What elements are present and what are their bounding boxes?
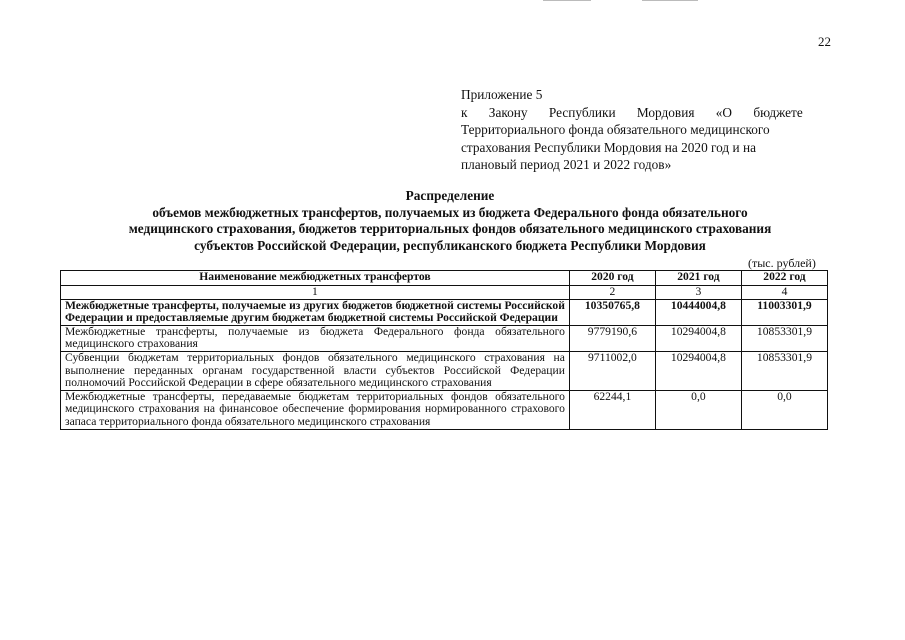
header-2022: 2022 год <box>741 271 827 286</box>
appendix-line: плановый период 2021 и 2022 годов» <box>461 157 672 172</box>
scan-mark-left <box>543 0 591 1</box>
table-row <box>61 299 828 325</box>
appendix-line: Территориального фонда обязательного медицинского <box>461 122 770 137</box>
page-number: 22 <box>818 34 831 49</box>
appendix-reference <box>461 86 836 174</box>
value-2022: 10853301,9 <box>741 325 827 351</box>
title-line: Распределение <box>405 188 495 203</box>
table-row <box>61 351 828 390</box>
table-header-row <box>61 271 828 286</box>
value-2020: 10350765,8 <box>569 299 655 325</box>
transfer-name: Межбюджетные трансферты, передаваемые бюджетам территориальных фондов обязательного медицинского страхования на финансовое обеспечение формирования нормированного страхового запаса территориального фонда обязательного медицинского страхования <box>61 390 570 429</box>
value-2020: 62244,1 <box>569 390 655 429</box>
value-2022: 11003301,9 <box>741 299 827 325</box>
appendix-line: Приложение 5 <box>461 87 543 102</box>
value-2022: 0,0 <box>741 390 827 429</box>
value-2020: 9711002,0 <box>569 351 655 390</box>
transfer-name: Межбюджетные трансферты, получаемые из бюджета Федерального фонда обязательного медицинского страхования <box>61 325 570 351</box>
title-line: субъектов Российской Федерации, республиканского бюджета Республики Мордовия <box>194 237 706 253</box>
appendix-line: к Закону Республики Мордовия «О бюджете <box>461 104 803 120</box>
header-2021: 2021 год <box>655 271 741 286</box>
document-title <box>60 188 840 254</box>
value-2021: 10294004,8 <box>655 351 741 390</box>
column-number: 2 <box>569 286 655 300</box>
header-name: Наименование межбюджетных трансфертов <box>61 271 570 286</box>
table-row <box>61 390 828 429</box>
column-number-row <box>61 286 828 300</box>
scan-mark-right <box>642 0 698 1</box>
value-2021: 0,0 <box>655 390 741 429</box>
column-number: 4 <box>741 286 827 300</box>
column-number: 3 <box>655 286 741 300</box>
header-2020: 2020 год <box>569 271 655 286</box>
transfer-name: Субвенции бюджетам территориальных фондов обязательного медицинского страхования на выполнение переданных органам государственной власти субъектов Российской Федерации полномочий Российской Федерации в сфере обязательного медицинского страхования <box>61 351 570 390</box>
value-2021: 10444004,8 <box>655 299 741 325</box>
value-2022: 10853301,9 <box>741 351 827 390</box>
appendix-line: страхования Республики Мордовия на 2020 год и на <box>461 139 756 155</box>
table-row <box>61 325 828 351</box>
column-number: 1 <box>61 286 570 300</box>
units-label: (тыс. рублей) <box>748 256 816 270</box>
title-line: медицинского страхования, бюджетов территориальных фондов обязательного медицинского страхования <box>128 221 772 236</box>
value-2021: 10294004,8 <box>655 325 741 351</box>
transfers-table <box>60 270 828 430</box>
value-2020: 9779190,6 <box>569 325 655 351</box>
transfer-name: Межбюджетные трансферты, получаемые из других бюджетов бюджетной системы Российской Федерации и предоставляемые другим бюджетам бюджетной системы Российской Федерации <box>61 299 570 325</box>
title-line: объемов межбюджетных трансфертов, получаемых из бюджета Федерального фонда обязательного <box>152 204 748 220</box>
